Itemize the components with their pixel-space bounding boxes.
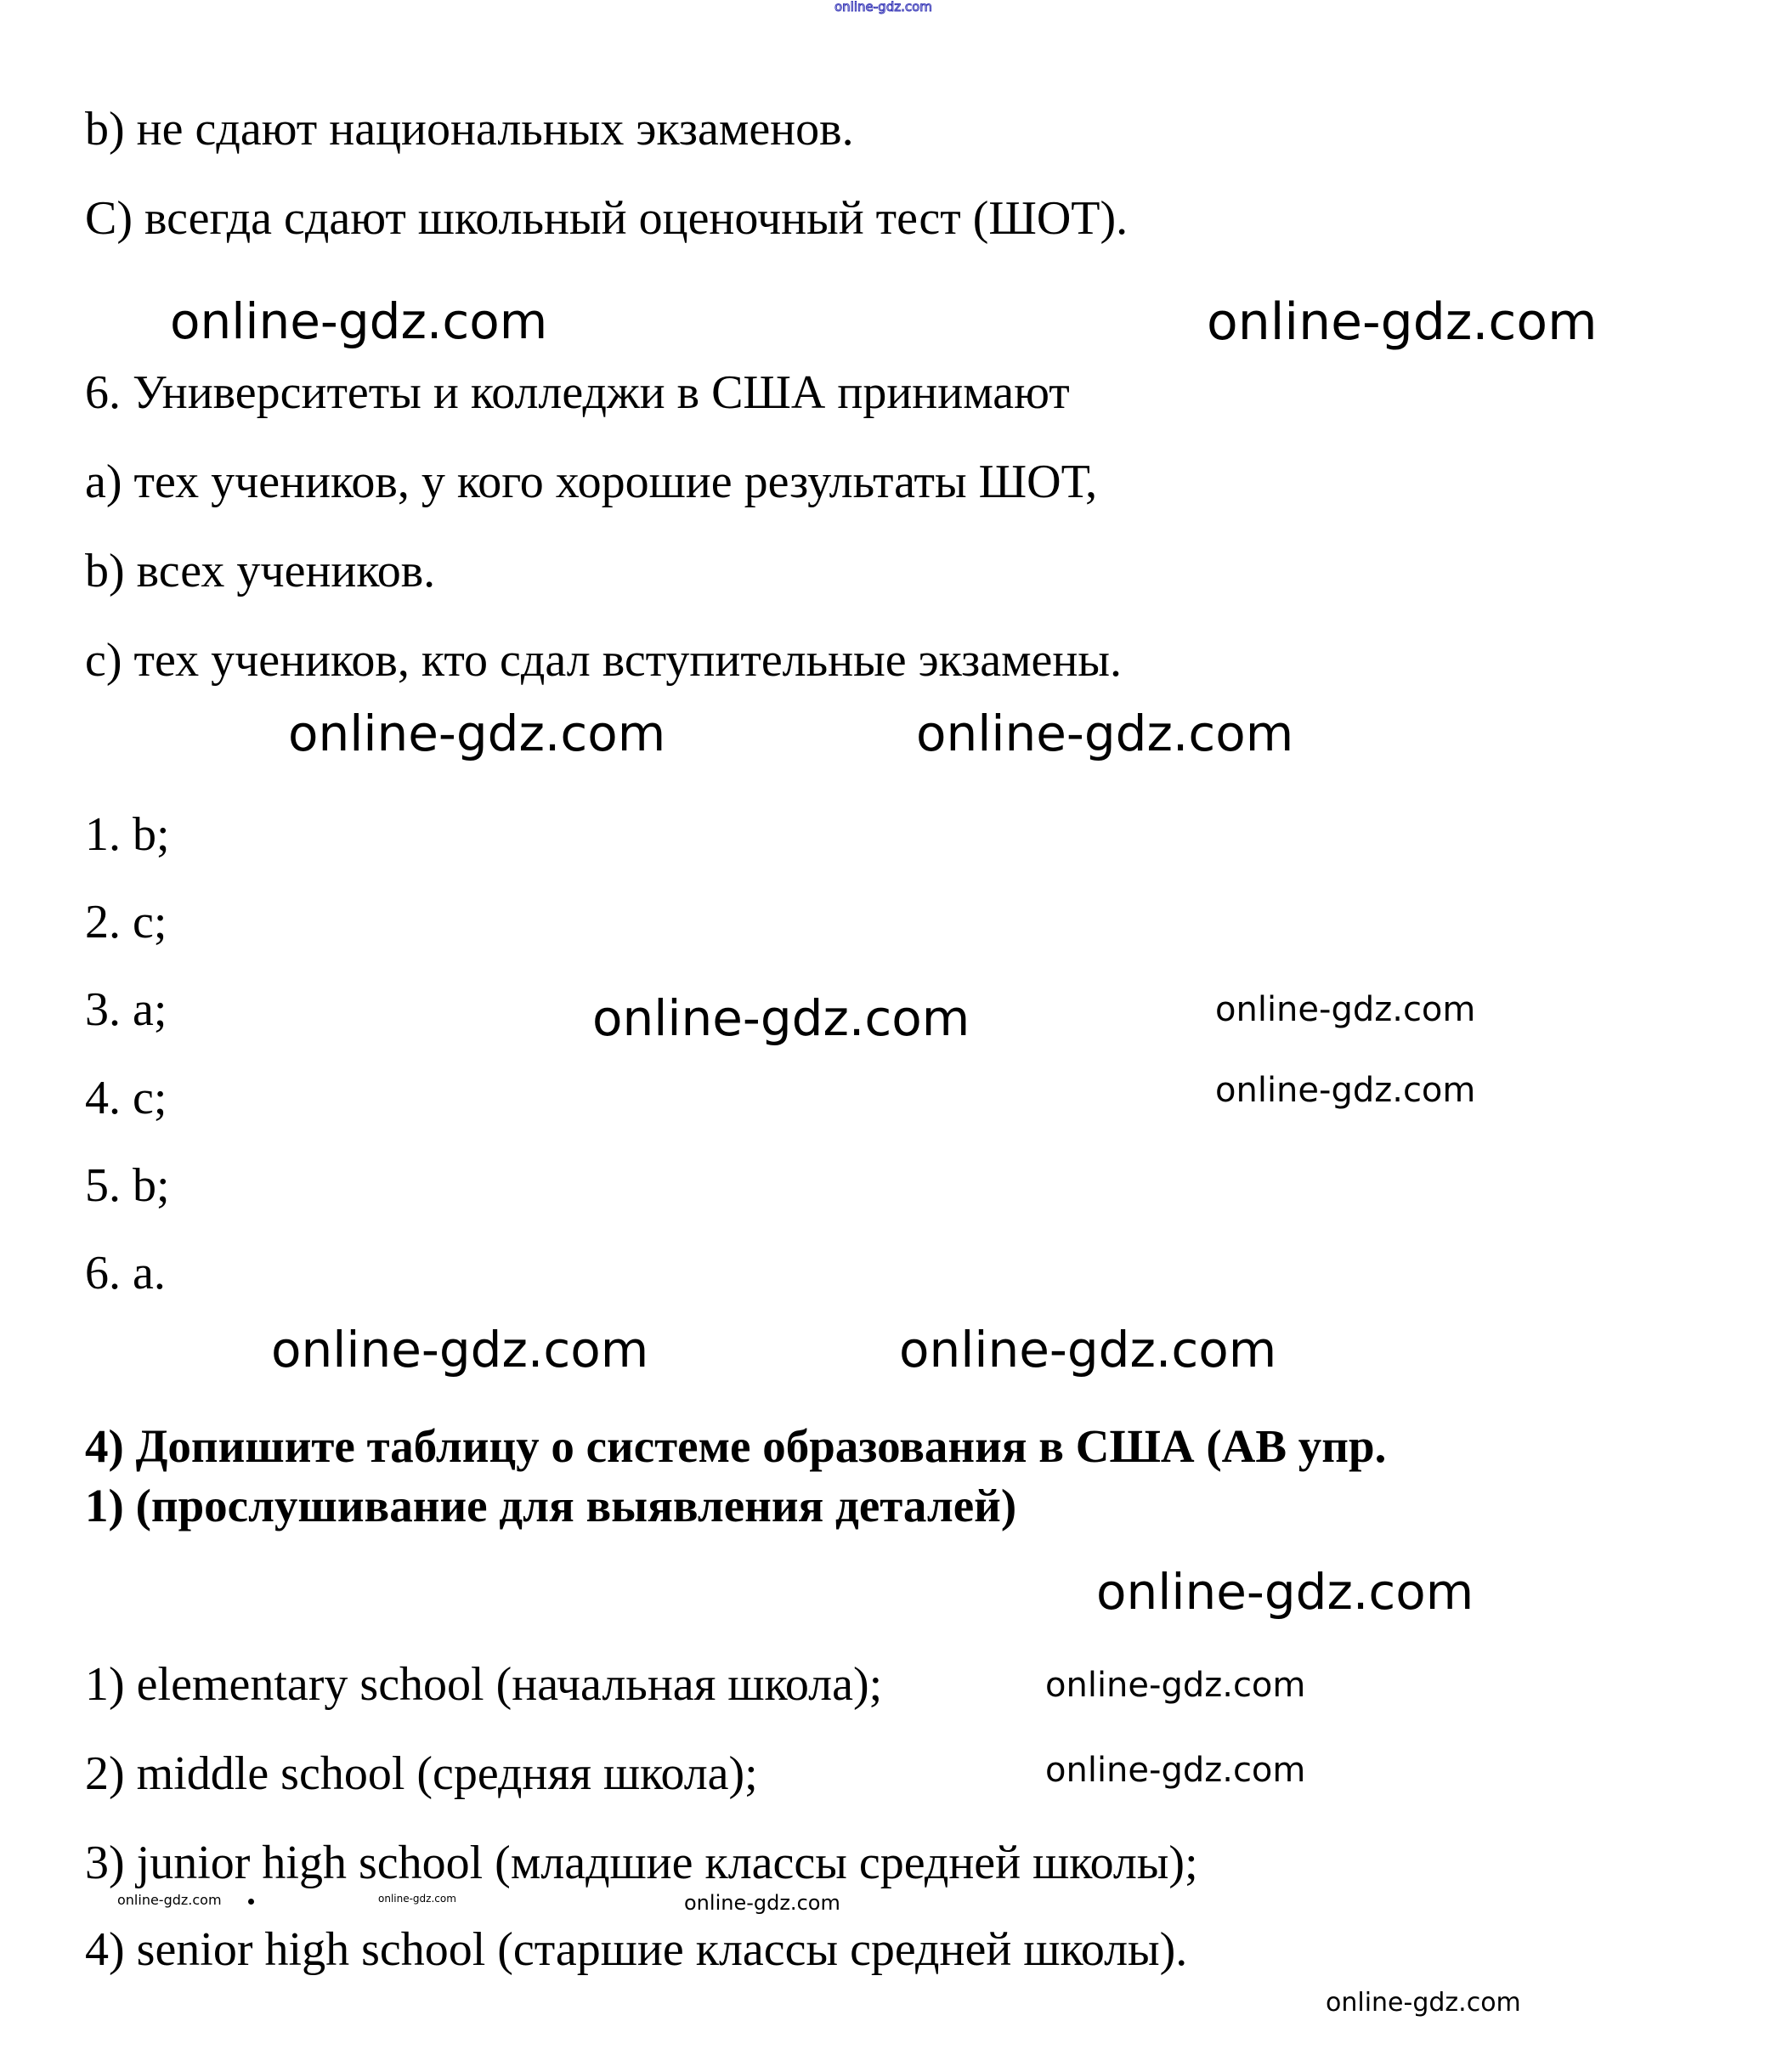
watermark: online-gdz.com	[378, 1893, 456, 1905]
watermark: online-gdz.com	[684, 1891, 840, 1915]
watermark: online-gdz.com	[271, 1321, 649, 1379]
watermark: online-gdz.com	[916, 705, 1294, 762]
school-item: 2) middle school (средняя школа);	[85, 1747, 758, 1800]
task4-heading-line1: 4) Допишите таблицу о системе образования в США (АВ упр.	[85, 1420, 1387, 1472]
dot-mark	[248, 1899, 254, 1905]
answer-item: 6. a.	[85, 1247, 166, 1299]
q6-option-a: a) тех учеников, у кого хорошие результаты ШОТ,	[85, 456, 1098, 508]
watermark: online-gdz.com	[1096, 1563, 1474, 1621]
watermark: online-gdz.com	[1207, 292, 1598, 352]
watermark: online-gdz.com	[288, 705, 666, 762]
watermark: online-gdz.com	[1215, 990, 1476, 1029]
watermark: online-gdz.com	[1045, 1666, 1306, 1705]
answer-item: 5. b;	[85, 1159, 170, 1212]
watermark: online-gdz.com	[1215, 1071, 1476, 1110]
school-item: 4) senior high school (старшие классы средней школы).	[85, 1923, 1188, 1976]
school-item: 1) elementary school (начальная школа);	[85, 1658, 883, 1711]
answer-item: 3. a;	[85, 983, 167, 1036]
q5-option-b: b) не сдают национальных экзаменов.	[85, 103, 854, 156]
answer-item: 2. c;	[85, 896, 167, 948]
watermark: online-gdz.com	[592, 989, 970, 1047]
watermark-top: online-gdz.com	[834, 0, 932, 14]
task4-heading-line2: 1) (прослушивание для выявления деталей)	[85, 1480, 1017, 1531]
q6-option-b: b) всех учеников.	[85, 545, 436, 597]
watermark: online-gdz.com	[1326, 1988, 1521, 2018]
answer-item: 1. b;	[85, 808, 170, 861]
watermark: online-gdz.com	[170, 292, 548, 350]
watermark: online-gdz.com	[1045, 1751, 1306, 1790]
school-item: 3) junior high school (младшие классы средней школы);	[85, 1837, 1198, 1889]
watermark: online-gdz.com	[899, 1321, 1277, 1379]
q5-option-c: С) всегда сдают школьный оценочный тест (ШОТ).	[85, 192, 1129, 245]
q6-option-c: c) тех учеников, кто сдал вступительные экзамены.	[85, 634, 1122, 687]
q6-prompt: 6. Университеты и колледжи в США принимают	[85, 366, 1070, 419]
watermark: online-gdz.com	[117, 1892, 222, 1908]
answer-item: 4. c;	[85, 1072, 167, 1124]
